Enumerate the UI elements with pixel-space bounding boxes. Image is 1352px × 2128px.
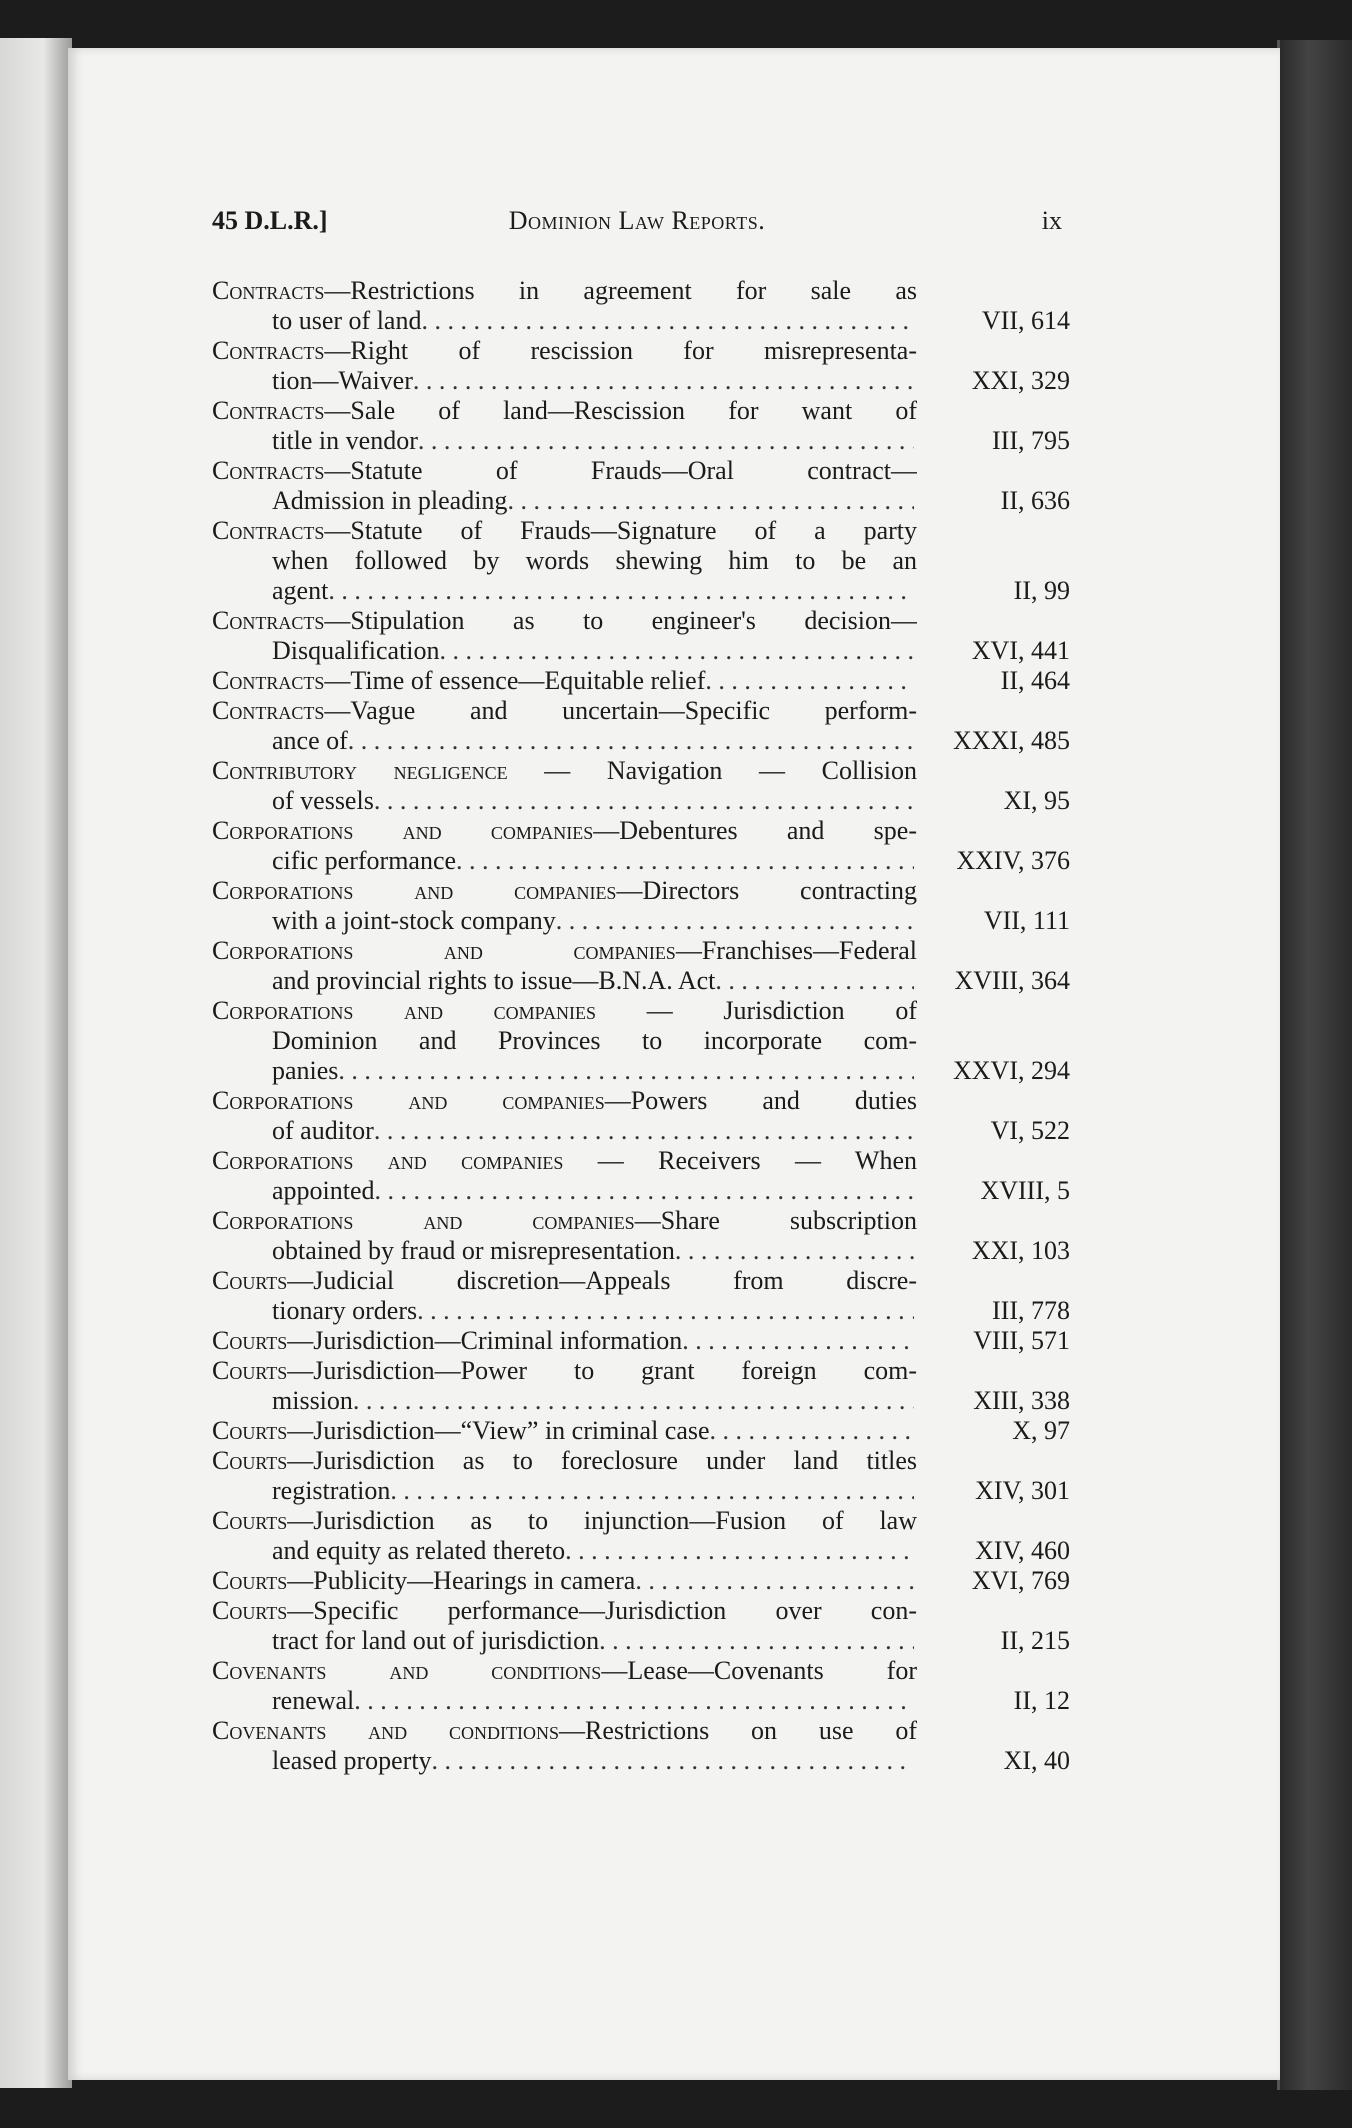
entry-text [272,846,456,876]
entry-heading: Corporations and companies [212,1146,564,1175]
entry-final-line [212,1416,1070,1446]
entry-line-text: panies [272,1056,339,1085]
entry-text [212,876,917,906]
dot-leader [338,1056,914,1086]
entry-final-line [272,636,1070,666]
entry-final-line [212,1326,1070,1356]
entry-final-line [272,1236,1070,1266]
entry-line-text: to user of land [272,306,422,335]
volume-page-reference: VIII, 571 [973,1326,1070,1355]
entry-line [212,1446,1070,1476]
dot-leader [635,1566,914,1596]
volume-page-reference: III, 795 [992,426,1070,455]
book-cover-edge [1277,40,1352,2090]
entry-heading: Corporations and companies [212,936,676,965]
entry-line-text: agent [272,576,329,605]
entry-text [272,426,418,456]
entry-final-line [272,426,1070,456]
dot-leader [374,1116,914,1146]
entry-line [212,516,1070,546]
entry-text [272,576,328,606]
entry-heading: Contracts [212,606,325,635]
volume-page-reference: XVI, 441 [971,636,1070,665]
index-entry [212,996,1070,1086]
entry-line-text: —Share subscription [634,1206,917,1235]
entry-text [212,276,917,306]
entry-text [272,1236,675,1266]
entry-text [212,1596,917,1626]
entry-line-text: mission [272,1386,353,1415]
entry-line [212,1266,1070,1296]
entry-heading: Contributory negligence [212,756,508,785]
entry-heading: Corporations and companies [212,1086,605,1115]
entry-line-text: ance of [272,726,348,755]
index-entry [212,816,1070,876]
entry-text [212,1506,917,1536]
dot-leader [705,666,914,696]
entry-line-text: —Vague and uncertain—Specific perform- [324,696,917,725]
entry-text [272,546,917,576]
entry-heading: Contracts [212,516,325,545]
volume-page-reference: II, 464 [1000,666,1070,695]
entry-final-line [272,1056,1070,1086]
entry-final-line [272,1476,1070,1506]
index-entry [212,1716,1070,1776]
entry-line-text: and equity as related thereto [272,1536,566,1565]
index-entry [212,876,1070,936]
volume-page-reference: XXIV, 376 [956,846,1070,875]
entry-line-text: Disqualification [272,636,440,665]
entry-final-line [212,666,1070,696]
index-entry [212,1656,1070,1716]
entry-line-text: with a joint-stock company [272,906,556,935]
volume-page-reference: VII, 111 [983,906,1070,935]
entry-line-text: tract for land out of jurisdiction [272,1626,600,1655]
volume-page-reference: VII, 614 [981,306,1070,335]
entry-text [272,1026,917,1056]
entry-text [272,1536,565,1566]
page-number: ix [1041,206,1062,235]
entry-text [212,1356,917,1386]
entry-line-text: cific performance [272,846,457,875]
entry-heading: Contracts [212,456,325,485]
entry-final-line [272,1686,1070,1716]
entry-final-line [272,576,1070,606]
entry-heading: Courts [212,1356,288,1385]
entry-text [272,1056,338,1086]
entry-line [212,876,1070,906]
entry-text [272,486,507,516]
index-entries [212,276,1070,1776]
entry-line [212,1716,1070,1746]
dot-leader [565,1536,914,1566]
entry-line-text: leased property [272,1746,432,1775]
entry-line-text: registration [272,1476,391,1505]
entry-text [212,696,917,726]
entry-heading: Contracts [212,396,325,425]
entry-line [212,1656,1070,1686]
entry-line-text: —Sale of land—Rescission for want of [324,396,917,425]
entry-heading: Contracts [212,336,325,365]
entry-text [212,666,705,696]
dot-leader [375,1176,914,1206]
entry-text [212,936,917,966]
volume-page-reference: II, 215 [1000,1626,1070,1655]
entry-text [212,996,917,1026]
entry-text [272,366,413,396]
entry-final-line [272,1116,1070,1146]
entry-heading: Contracts [212,666,325,695]
entry-heading: Courts [212,1446,288,1475]
entry-text [212,456,917,486]
entry-heading: Courts [212,1566,288,1595]
entry-line-text: appointed [272,1176,375,1205]
entry-final-line [272,1746,1070,1776]
entry-line [212,396,1070,426]
volume-page-reference: XXXI, 485 [953,726,1070,755]
entry-line [212,1206,1070,1236]
dot-leader [413,366,914,396]
volume-page-reference: XXI, 329 [971,366,1070,395]
entry-line [212,606,1070,636]
index-entry [212,756,1070,816]
entry-heading: Corporations and companies [212,876,617,905]
entry-line-text: of auditor [272,1116,374,1145]
index-entry [212,1356,1070,1416]
index-entry [212,1506,1070,1566]
volume-page-reference: II, 99 [1013,576,1070,605]
entry-line [212,756,1070,786]
entry-final-line [272,486,1070,516]
volume-page-reference: II, 12 [1013,1686,1070,1715]
entry-line-text: —Statute of Frauds—Oral contract— [324,456,917,485]
entry-final-line [272,786,1070,816]
entry-text [272,906,556,936]
index-entry [212,696,1070,756]
entry-line-text: and provincial rights to issue—B.N.A. Act [272,966,716,995]
entry-heading: Covenants and conditions [212,1716,559,1745]
dot-leader [417,1296,914,1326]
entry-line-text: — Receivers — When [563,1146,917,1175]
volume-page-reference: II, 636 [1000,486,1070,515]
entry-final-line [272,726,1070,756]
entry-text [272,1116,374,1146]
entry-line-text: renewal [272,1686,355,1715]
entry-line-text: of vessels [272,786,374,815]
entry-heading: Corporations and companies [212,996,597,1025]
entry-text [272,1686,354,1716]
index-entry [212,1206,1070,1266]
entry-line-text: obtained by fraud or misrepresentation [272,1236,675,1265]
entry-final-line [272,366,1070,396]
dot-leader [556,906,914,936]
entry-line-text: Admission in pleading [272,486,508,515]
entry-final-line [212,1566,1070,1596]
entry-line-text: —Specific performance—Jurisdiction over con- [287,1596,917,1625]
entry-heading: Contracts [212,276,325,305]
entry-line [212,816,1070,846]
entry-text [212,1086,917,1116]
dot-leader [421,306,914,336]
dot-leader [374,786,914,816]
entry-text [272,1476,390,1506]
entry-text [212,606,917,636]
entry-text [212,336,917,366]
entry-line [212,1356,1070,1386]
entry-heading: Courts [212,1326,288,1355]
entry-heading: Corporations and companies [212,1206,635,1235]
entry-line [212,936,1070,966]
entry-line-text: —Judicial discretion—Appeals from discre- [287,1266,917,1295]
entry-line-text: Dominion and Provinces to incorporate com- [272,1026,917,1055]
index-entry [212,936,1070,996]
entry-text [272,306,421,336]
entry-line-text: when followed by words shewing him to be an [272,546,917,575]
running-title: Dominion Law Reports. [508,206,766,235]
entry-text [272,1386,353,1416]
volume-page-reference: XI, 40 [1003,1746,1070,1775]
index-entry [212,456,1070,516]
entry-text [272,1176,375,1206]
volume-page-reference: XI, 95 [1003,786,1070,815]
entry-line-text: —Right of rescission for misrepresenta- [324,336,917,365]
entry-heading: Contracts [212,696,325,725]
volume-page-reference: XXI, 103 [971,1236,1070,1265]
entry-final-line [272,306,1070,336]
volume-page-reference: XVI, 769 [971,1566,1070,1595]
entry-final-line [272,1536,1070,1566]
dot-leader [675,1236,914,1266]
dot-leader [507,486,914,516]
entry-text [272,1626,599,1656]
volume-page-reference: XIII, 338 [973,1386,1070,1415]
index-entry [212,516,1070,606]
dot-leader [328,576,914,606]
entry-final-line [272,1176,1070,1206]
dot-leader [354,1686,914,1716]
entry-final-line [272,1626,1070,1656]
entry-line-text: — Jurisdiction of [596,996,917,1025]
entry-line-text: —Time of essence—Equitable relief [324,666,706,695]
volume-page-reference: X, 97 [1012,1416,1070,1445]
entry-line-text: title in vendor [272,426,418,455]
volume-page-reference: XXVI, 294 [953,1056,1070,1085]
entry-heading: Courts [212,1596,288,1625]
volume-page-reference: XVIII, 364 [954,966,1070,995]
adjacent-page-edge [0,38,72,2088]
volume-reference: 45 D.L.R.] [212,206,328,235]
entry-text [212,516,917,546]
entry-text [272,726,348,756]
entry-line [212,1596,1070,1626]
entry-text [212,1716,917,1746]
entry-line-text: —Powers and duties [604,1086,917,1115]
entry-line-text: —Jurisdiction as to injunction—Fusion of law [287,1506,917,1535]
entry-final-line [272,966,1070,996]
index-entry [212,1416,1070,1446]
dot-leader [715,966,914,996]
entry-line-text: —Debentures and spe- [593,816,917,845]
entry-text [272,1746,432,1776]
entry-text [272,786,374,816]
index-entry [212,396,1070,456]
dot-leader [456,846,914,876]
index-entry [212,666,1070,696]
entry-line [212,336,1070,366]
entry-line [212,996,1070,1026]
entry-line-text: — Navigation — Collision [507,756,917,785]
entry-line-text: —Franchises—Federal [675,936,917,965]
entry-line-text: —Jurisdiction—Power to grant foreign com- [287,1356,917,1385]
dot-leader [599,1626,914,1656]
dot-leader [418,426,914,456]
entry-text [212,756,917,786]
index-entry [212,1326,1070,1356]
index-entry [212,276,1070,336]
entry-final-line [272,846,1070,876]
entry-heading: Courts [212,1266,288,1295]
entry-line-text: —Restrictions in agreement for sale as [324,276,917,305]
entry-line-text: tionary orders [272,1296,418,1325]
entry-heading: Courts [212,1416,288,1445]
entry-line-text: —Statute of Frauds—Signature of a party [324,516,917,545]
running-header [212,206,1062,246]
entry-line-text: —Lease—Covenants for [601,1656,917,1685]
dot-leader [353,1386,914,1416]
entry-final-line [272,1386,1070,1416]
entry-line-text: —Directors contracting [616,876,917,905]
entry-text [212,816,917,846]
entry-text [272,966,715,996]
entry-line [212,1086,1070,1116]
entry-text [212,1566,635,1596]
entry-line [212,1146,1070,1176]
entry-text [212,1146,917,1176]
entry-line-text: —Jurisdiction as to foreclosure under land titles [287,1446,917,1475]
volume-page-reference: VI, 522 [990,1116,1070,1145]
dot-leader [432,1746,914,1776]
dot-leader [682,1326,914,1356]
dot-leader [348,726,914,756]
entry-text [212,1266,917,1296]
entry-final-line [272,1296,1070,1326]
entry-line [212,546,1070,576]
entry-text [212,1206,917,1236]
index-entry [212,1446,1070,1506]
index-entry [212,1566,1070,1596]
entry-text [272,1296,417,1326]
entry-heading: Corporations and companies [212,816,594,845]
entry-text [212,1326,682,1356]
entry-line-text: —Restrictions on use of [558,1716,917,1745]
volume-page-reference: XIV, 460 [975,1536,1070,1565]
dot-leader [440,636,914,666]
entry-line-text: —Jurisdiction—Criminal information [287,1326,683,1355]
volume-page-reference: XIV, 301 [975,1476,1070,1505]
index-entry [212,606,1070,666]
volume-page-reference: XVIII, 5 [980,1176,1070,1205]
entry-line-text: —Publicity—Hearings in camera [287,1566,636,1595]
entry-text [212,1416,710,1446]
entry-line-text: tion—Waiver [272,366,413,395]
entry-text [212,1446,917,1476]
index-entry [212,1146,1070,1206]
dot-leader [710,1416,914,1446]
index-entry [212,336,1070,396]
dot-leader [390,1476,914,1506]
index-entry [212,1596,1070,1656]
entry-line-text: —Stipulation as to engineer's decision— [324,606,917,635]
index-entry [212,1086,1070,1146]
entry-line [212,276,1070,306]
entry-line [212,456,1070,486]
entry-line [212,1026,1070,1056]
entry-final-line [272,906,1070,936]
entry-text [272,636,440,666]
entry-line [212,1506,1070,1536]
entry-heading: Courts [212,1506,288,1535]
entry-heading: Covenants and conditions [212,1656,602,1685]
entry-text [212,1656,917,1686]
index-entry [212,1266,1070,1326]
entry-text [212,396,917,426]
entry-line [212,696,1070,726]
volume-page-reference: III, 778 [992,1296,1070,1325]
entry-line-text: —Jurisdiction—“View” in criminal case [287,1416,710,1445]
